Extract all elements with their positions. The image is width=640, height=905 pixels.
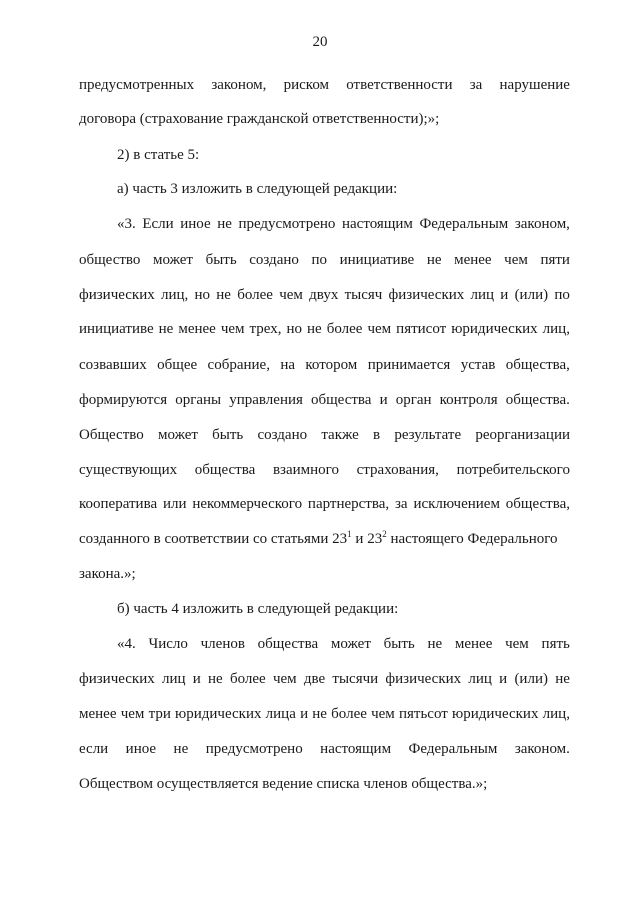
word: более (326, 321, 363, 337)
text-line (117, 634, 570, 654)
word: пятьсот (398, 706, 448, 722)
word: менее (454, 252, 492, 268)
text-segment: созданного в соответствии со статьями 23 (79, 531, 348, 547)
word: лиц, (160, 287, 189, 303)
word: или (162, 496, 187, 512)
text-line (79, 355, 570, 375)
word: двух (309, 287, 339, 303)
text-line: закона.»; (79, 566, 136, 582)
word: контроля (439, 392, 498, 408)
word: на (280, 357, 296, 373)
word: более (331, 706, 367, 722)
word: лиц (470, 287, 495, 303)
word: не (312, 706, 327, 722)
word: настоящим (342, 216, 413, 232)
word: за (469, 77, 483, 93)
word: реорганизации (475, 427, 570, 443)
word: три (148, 706, 171, 722)
word: не (555, 671, 570, 687)
word: чем (371, 706, 395, 722)
word: менее (454, 636, 493, 652)
word: трех, (249, 321, 282, 337)
word: управления (229, 392, 303, 408)
word: и (500, 287, 509, 303)
word: быть (383, 636, 415, 652)
text-segment: и 23 (351, 531, 383, 547)
superscript-number: 1 (347, 529, 352, 539)
word: формируются (79, 392, 168, 408)
word: физических (79, 287, 155, 303)
word: юридических (451, 321, 538, 337)
word: существующих (79, 462, 178, 478)
word: физических (385, 671, 462, 687)
word: создано (249, 252, 299, 268)
word: быть (212, 427, 244, 443)
word: и (192, 671, 201, 687)
word: риском (283, 77, 330, 93)
word: не (158, 321, 174, 337)
word: лиц (468, 671, 492, 687)
word: юридических (452, 706, 539, 722)
word: юридических (175, 706, 262, 722)
word: инициативе (79, 321, 154, 337)
word: членов (200, 636, 245, 652)
word: физических (388, 287, 465, 303)
word: пятисот (396, 321, 447, 337)
text-line (79, 460, 570, 480)
word: общее (157, 357, 198, 373)
word: чем (367, 321, 392, 337)
text-line (79, 704, 570, 724)
word: законом. (514, 741, 570, 757)
word: если (79, 741, 109, 757)
text-line: а) часть 3 изложить в следующей редакции: (117, 181, 398, 197)
word: «3. (117, 216, 136, 232)
word: не (217, 216, 232, 232)
word: не (216, 287, 231, 303)
word: общество (79, 252, 141, 268)
text-line (79, 494, 570, 514)
text-line (79, 285, 570, 305)
word: чем (505, 636, 529, 652)
text-line (79, 250, 570, 270)
text-line: б) часть 4 изложить в следующей редакции: (117, 601, 399, 617)
word: также (321, 427, 359, 443)
word: страхования, (356, 462, 439, 478)
word: может (152, 252, 193, 268)
word: котором (305, 357, 358, 373)
word: нарушение (499, 77, 570, 93)
word: физических (79, 671, 155, 687)
word: не (208, 671, 223, 687)
word: Федеральным (419, 216, 509, 232)
word: не (427, 636, 443, 652)
word: органы (175, 392, 222, 408)
word: лиц (161, 671, 186, 687)
text-line (79, 669, 570, 689)
word: чем (120, 706, 145, 722)
word: Если (142, 216, 174, 232)
word: предусмотрено (238, 216, 336, 232)
text-line (79, 75, 570, 95)
text-segment: настоящего Федерального (386, 531, 558, 547)
word: общества. (505, 392, 570, 408)
word: общества (194, 462, 256, 478)
word: «4. (117, 636, 136, 652)
word: чем (504, 252, 528, 268)
word: ответственности (346, 77, 453, 93)
word: тысячи (332, 671, 379, 687)
word: более (229, 671, 266, 687)
text-line (79, 390, 570, 410)
word: и (300, 706, 309, 722)
word: общества (311, 392, 372, 408)
word: лиц, (542, 321, 570, 337)
word: чем (220, 321, 245, 337)
word: тысяч (344, 287, 383, 303)
word: пяти (540, 252, 570, 268)
word: менее (178, 321, 216, 337)
word: не (307, 321, 322, 337)
word: собрание, (207, 357, 270, 373)
word: исключением (413, 496, 500, 512)
text-line: договора (страхование гражданской ответственности);»; (79, 111, 440, 127)
superscript-number: 2 (382, 529, 387, 539)
word: пять (541, 636, 570, 652)
word: принимается (367, 357, 451, 373)
word: общества, (505, 496, 570, 512)
word: менее (79, 706, 117, 722)
text-line (79, 529, 558, 549)
text-line (79, 319, 570, 339)
text-line: Обществом осуществляется ведение списка членов общества.»; (79, 776, 488, 792)
word: но (194, 287, 211, 303)
word: предусмотрено (205, 741, 303, 757)
word: законом, (211, 77, 267, 93)
word: устав (460, 357, 496, 373)
word: инициативе (339, 252, 415, 268)
word: кооператива (79, 496, 158, 512)
word: Федеральным (408, 741, 498, 757)
word: по (554, 287, 570, 303)
word: в (373, 427, 381, 443)
word: общества (257, 636, 319, 652)
word: может (157, 427, 198, 443)
word: по (311, 252, 327, 268)
word: и (499, 671, 508, 687)
word: орган (395, 392, 432, 408)
word: лиц, (542, 706, 570, 722)
word: общества, (505, 357, 570, 373)
page-number: 20 (312, 34, 328, 50)
word: и (379, 392, 388, 408)
word: за (395, 496, 408, 512)
word: некоммерческого (192, 496, 303, 512)
word: законом, (514, 216, 570, 232)
word: результате (394, 427, 462, 443)
text-line: 2) в статье 5: (117, 147, 200, 163)
word: не (426, 252, 442, 268)
word: предусмотренных (79, 77, 195, 93)
word: потребительского (456, 462, 570, 478)
word: две (303, 671, 326, 687)
word: (или) (514, 287, 549, 303)
word: Число (148, 636, 188, 652)
word: созвавших (79, 357, 147, 373)
text-line (79, 425, 570, 445)
word: может (330, 636, 371, 652)
word: но (286, 321, 303, 337)
word: более (237, 287, 273, 303)
word: чем (279, 287, 303, 303)
word: лица (265, 706, 296, 722)
word: чем (272, 671, 297, 687)
word: быть (205, 252, 237, 268)
word: создано (257, 427, 308, 443)
text-line (79, 739, 570, 759)
word: Общество (79, 427, 144, 443)
word: настоящим (320, 741, 392, 757)
word: партнерства, (307, 496, 390, 512)
text-line (117, 214, 570, 234)
word: (или) (514, 671, 548, 687)
word: иное (180, 216, 211, 232)
word: иное (125, 741, 157, 757)
word: взаимного (272, 462, 339, 478)
word: не (173, 741, 189, 757)
